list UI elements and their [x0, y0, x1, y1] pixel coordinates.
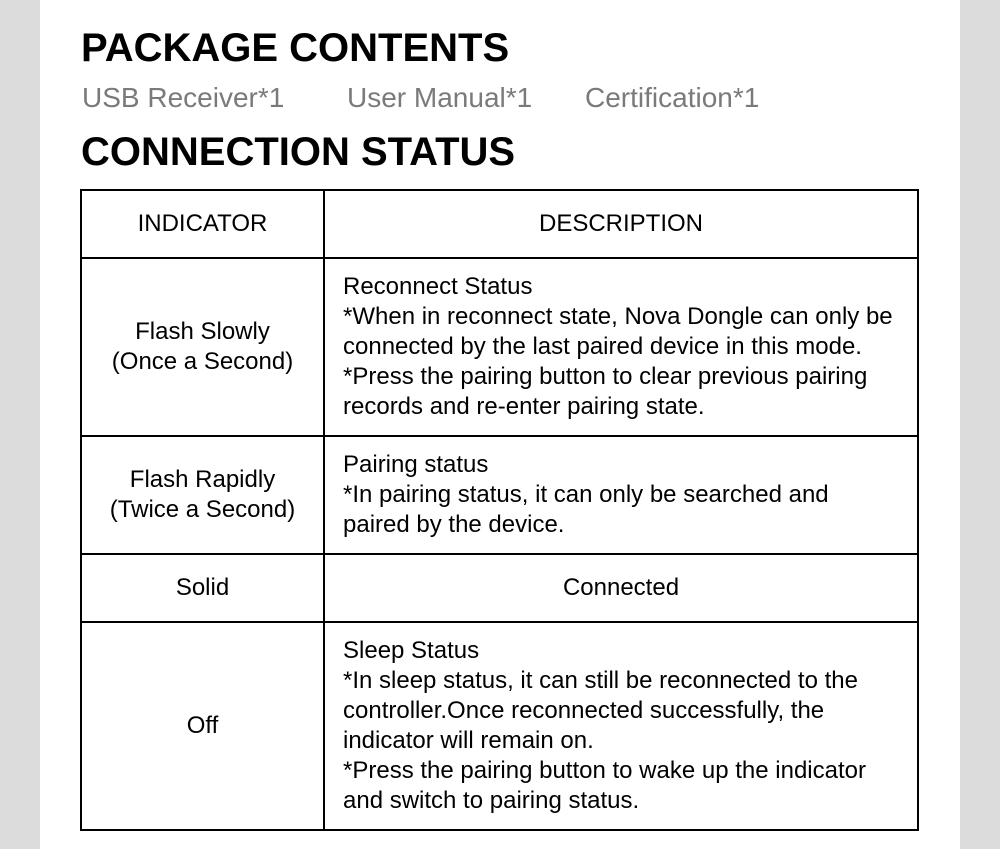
package-item-usb-receiver: USB Receiver*1	[82, 82, 285, 113]
description-cell	[324, 436, 918, 554]
description-heading: Sleep Status	[343, 637, 480, 664]
description-line: *Press the pairing button to clear previous pairing	[343, 363, 868, 390]
table-row-flash-slowly	[81, 258, 918, 436]
indicator-text: Off	[186, 712, 219, 739]
description-line: *In pairing status, it can only be searched and	[343, 481, 829, 508]
package-contents-title: PACKAGE CONTENTS	[81, 26, 510, 70]
description-line: indicator will remain on.	[343, 727, 594, 754]
table-row-solid	[81, 554, 918, 622]
description-line: *In sleep status, it can still be reconnected to the	[343, 667, 858, 694]
table-row-flash-rapidly	[81, 436, 918, 554]
description-line: *When in reconnect state, Nova Dongle can only be	[343, 303, 893, 330]
table-header-row	[81, 190, 918, 258]
package-item-user-manual: User Manual*1	[347, 82, 533, 113]
column-header-indicator: INDICATOR	[81, 190, 324, 258]
indicator-cell	[81, 436, 324, 554]
indicator-cell	[81, 622, 324, 830]
description-heading: Pairing status	[343, 451, 489, 478]
indicator-text: Flash Rapidly	[129, 466, 276, 493]
connection-status-title: CONNECTION STATUS	[81, 130, 516, 174]
description-line: connected by the last paired device in this mode.	[343, 333, 862, 360]
description-line: and switch to pairing status.	[343, 787, 640, 814]
indicator-text: Flash Slowly	[135, 318, 270, 345]
indicator-subtext: (Twice a Second)	[109, 496, 296, 523]
description-line: *Press the pairing button to wake up the indicator	[343, 757, 866, 784]
description-line: records and re-enter pairing state.	[343, 393, 705, 420]
connection-status-table	[80, 189, 919, 831]
description-line: paired by the device.	[343, 511, 565, 538]
description-cell	[324, 258, 918, 436]
package-item-certification: Certification*1	[585, 82, 760, 113]
column-header-description: DESCRIPTION	[324, 190, 918, 258]
description-cell	[324, 622, 918, 830]
manual-page	[40, 0, 960, 849]
description-line: controller.Once reconnected successfully, the	[343, 697, 825, 724]
description-cell	[324, 554, 918, 622]
indicator-subtext: (Once a Second)	[111, 348, 294, 375]
table-row-off	[81, 622, 918, 830]
description-heading: Reconnect Status	[343, 273, 533, 300]
indicator-cell	[81, 258, 324, 436]
indicator-text: Solid	[175, 574, 230, 601]
indicator-cell	[81, 554, 324, 622]
description-heading: Connected	[562, 574, 680, 601]
